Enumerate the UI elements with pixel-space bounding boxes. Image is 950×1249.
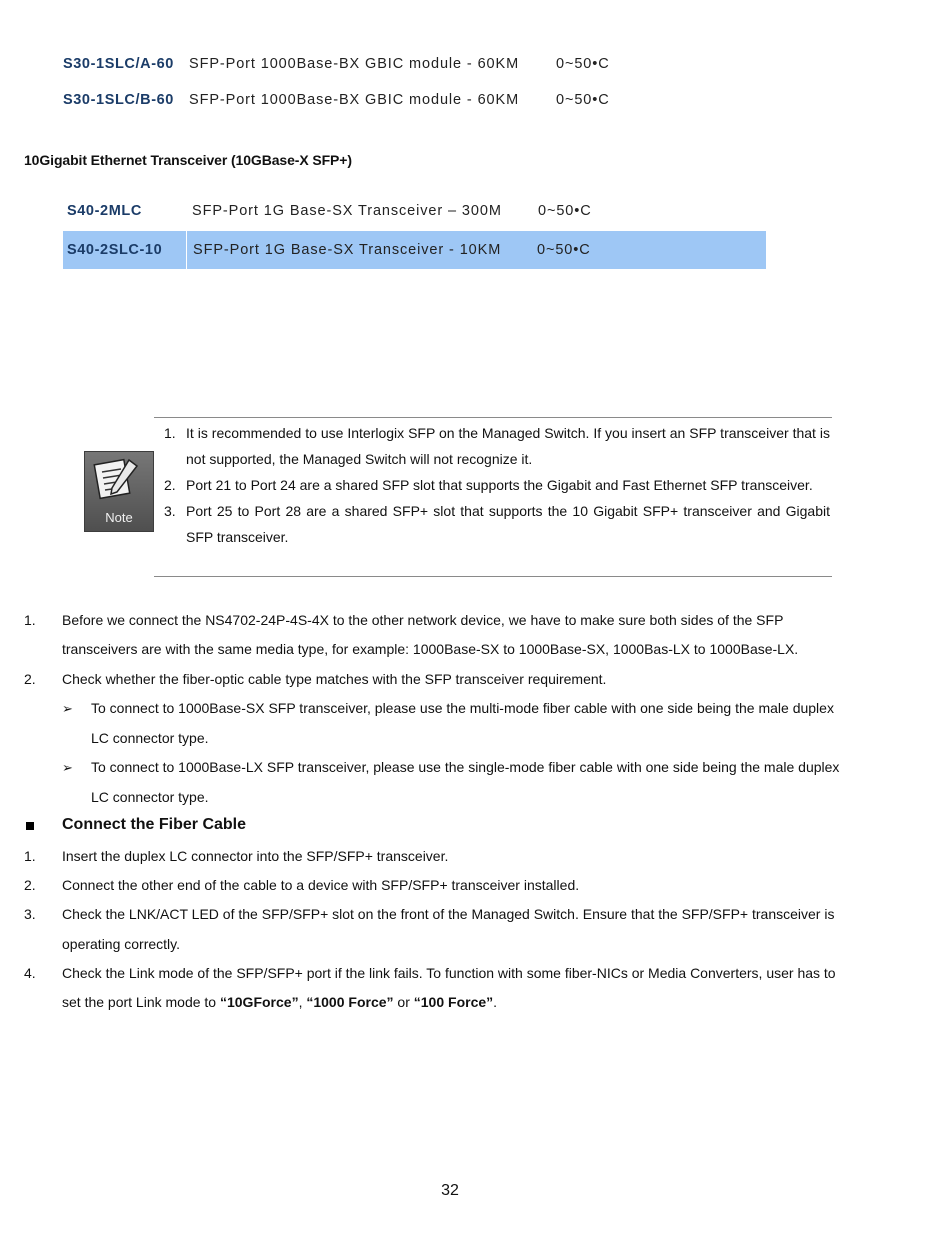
subsection-heading: Connect the Fiber Cable <box>62 816 247 833</box>
step-number: 3. <box>24 906 36 922</box>
product-code: S40-2SLC-10 <box>63 231 187 269</box>
page-number: 32 <box>441 1182 459 1199</box>
step-text: Insert the duplex LC connector into the SFP/SFP+ transceiver. <box>62 848 449 864</box>
product-description: SFP-Port 1000Base-BX GBIC module - 60KM <box>189 92 520 108</box>
product-temperature: 0~50•C <box>556 56 610 72</box>
note-item-text: It is recommended to use Interlogix SFP on the Managed Switch. If you insert an SFP transceiver that is not supported, the Managed Switch will not recognize it. <box>186 425 830 467</box>
step-number: 2. <box>24 877 36 893</box>
note-item-text: Port 21 to Port 24 are a shared SFP slot that supports the Gigabit and Fast Ethernet SFP transceiver. <box>186 477 813 493</box>
link-mode-option: “1000 Force” <box>306 994 394 1010</box>
step-number: 4. <box>24 965 36 981</box>
step-text <box>62 994 497 1010</box>
step-text-part: set the port Link mode to <box>62 994 220 1010</box>
step-text: operating correctly. <box>62 936 181 952</box>
product-code: S30-1SLC/B-60 <box>63 92 174 108</box>
pencil-paper-icon <box>85 452 153 512</box>
product-row <box>63 192 592 230</box>
step-number: 1. <box>24 848 36 864</box>
step-text: Check the Link mode of the SFP/SFP+ port if the link fails. To function with some fiber-NICs or Media Converters, user has to <box>62 965 836 981</box>
link-mode-option: “100 Force” <box>413 994 494 1010</box>
product-description: SFP-Port 1G Base-SX Transceiver – 300M <box>192 203 502 219</box>
section-title: 10Gigabit Ethernet Transceiver (10GBase-X SFP+) <box>24 152 352 168</box>
step-text: Check whether the fiber-optic cable type matches with the SFP transceiver requirement. <box>62 671 607 687</box>
step-text: Before we connect the NS4702-24P-4S-4X to the other network device, we have to make sure both sides of the SFP <box>62 612 784 628</box>
note-item <box>164 472 830 498</box>
step-text-part: or <box>393 994 414 1010</box>
step-text: Connect the other end of the cable to a device with SFP/SFP+ transceiver installed. <box>62 877 580 893</box>
note-item-number: 3. <box>164 503 176 519</box>
note-item-number: 1. <box>164 425 176 441</box>
link-mode-option: “10GForce” <box>219 994 299 1010</box>
sub-step-text: LC connector type. <box>91 730 209 746</box>
note-item-text: Port 25 to Port 28 are a shared SFP+ slot that supports the 10 Gigabit SFP+ transceiver and Gigabit SFP transceiver. <box>186 503 830 545</box>
note-item <box>164 498 830 550</box>
arrow-bullet-icon: ➢ <box>62 760 73 775</box>
note-icon-label: Note <box>105 510 133 525</box>
step-number: 1. <box>24 612 36 628</box>
product-row <box>63 81 610 119</box>
product-code: S30-1SLC/A-60 <box>63 56 174 72</box>
product-temperature: 0~50•C <box>537 242 591 258</box>
product-temperature: 0~50•C <box>538 203 592 219</box>
step-text-part: . <box>493 994 498 1010</box>
note-icon <box>84 451 154 532</box>
product-temperature: 0~50•C <box>556 92 610 108</box>
product-code: S40-2MLC <box>67 203 142 219</box>
step-text-part: , <box>298 994 307 1010</box>
step-number: 2. <box>24 671 36 687</box>
step-text: Check the LNK/ACT LED of the SFP/SFP+ slot on the front of the Managed Switch. Ensure that the SFP/SFP+ transceiver is <box>62 906 835 922</box>
sub-step-text: To connect to 1000Base-LX SFP transceiver, please use the single-mode fiber cable with one side being the male duplex <box>91 759 840 775</box>
note-list <box>164 420 830 550</box>
product-row-highlighted <box>63 231 766 269</box>
note-item-number: 2. <box>164 477 176 493</box>
sub-step-text: LC connector type. <box>91 789 209 805</box>
arrow-bullet-icon: ➢ <box>62 701 73 716</box>
product-description: SFP-Port 1000Base-BX GBIC module - 60KM <box>189 56 520 72</box>
product-description: SFP-Port 1G Base-SX Transceiver - 10KM <box>193 242 502 258</box>
note-item <box>164 420 830 472</box>
square-bullet-icon <box>26 822 34 830</box>
product-row <box>63 45 610 83</box>
step-text: transceivers are with the same media type, for example: 1000Base-SX to 1000Base-SX, 1000Bas-LX to 1000Base-LX. <box>62 641 799 657</box>
sub-step-text: To connect to 1000Base-SX SFP transceiver, please use the multi-mode fiber cable with one side being the male duplex <box>91 700 834 716</box>
